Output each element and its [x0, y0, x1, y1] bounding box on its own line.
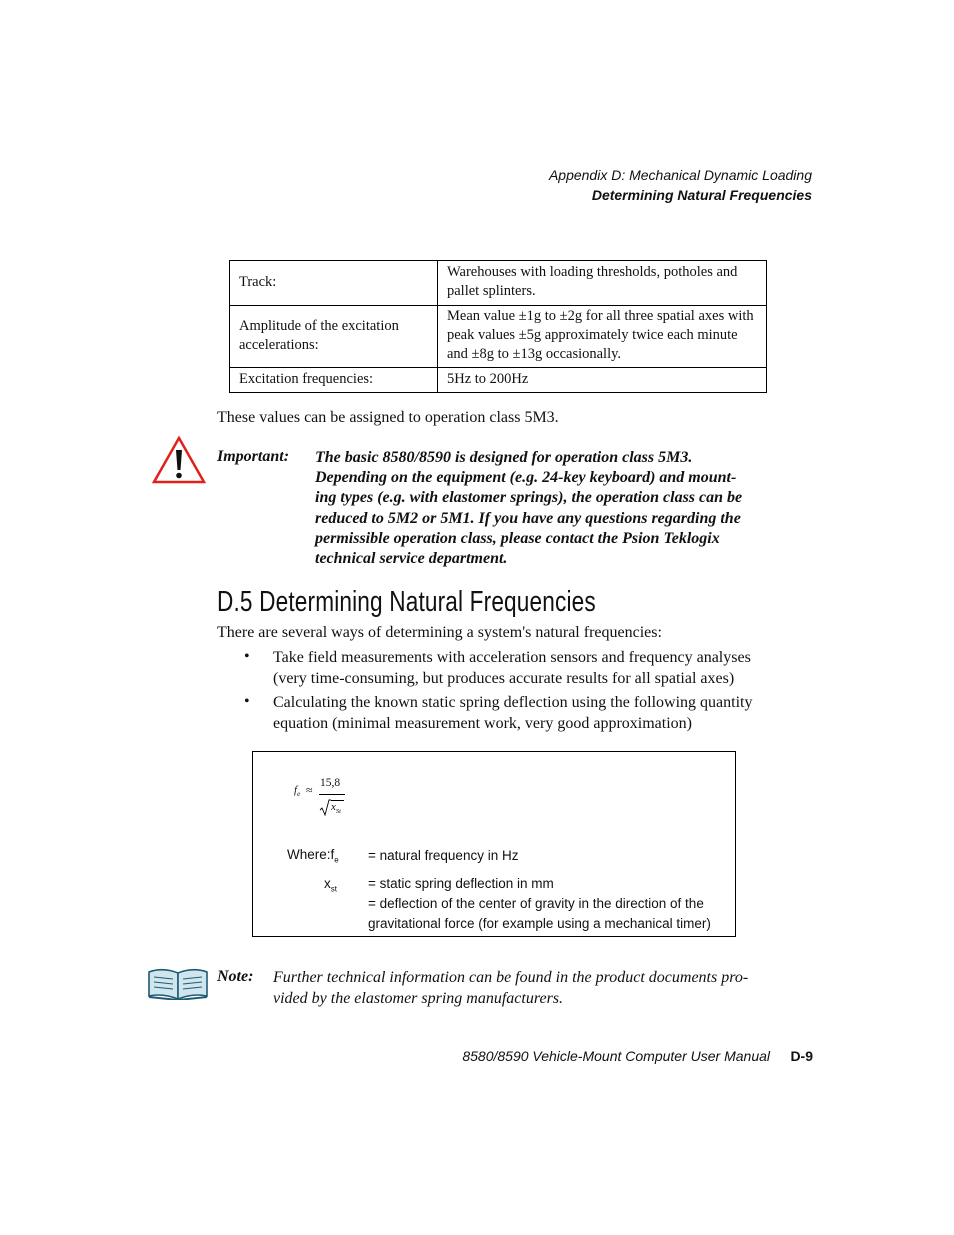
table-cell-value: Mean value ±1g to ±2g for all three spatial axes with peak values ±5g approximately twice each minute and ±8g to ±13g occasionally.: [438, 306, 767, 368]
formula-radicand-symbol: x: [331, 801, 336, 813]
where-label-subscript: e: [334, 855, 339, 865]
formula-approx: ≈: [306, 783, 313, 797]
xst-definition-2: = deflection of the center of gravity in the direction of the: [368, 896, 704, 911]
square-root-icon: [319, 799, 331, 816]
formula-radicand: [331, 801, 341, 815]
where-fe-label: [287, 847, 339, 865]
book-note-icon: [146, 966, 210, 1000]
bullet-symbol: •: [244, 693, 250, 710]
operation-class-sentence: These values can be assigned to operation class 5M3.: [217, 409, 559, 426]
formula-lhs: [294, 784, 300, 798]
note-label: Note:: [217, 968, 254, 985]
xst-label: [324, 876, 337, 894]
section-heading: D.5 Determining Natural Frequencies: [217, 586, 596, 618]
formula-numerator: 15,8: [320, 777, 341, 789]
important-line: reduced to 5M2 or 5M1. If you have any questions regarding the: [315, 509, 741, 527]
fe-definition: = natural frequency in Hz: [368, 848, 519, 863]
list-item-line: equation (minimal measurement work, very good approximation): [273, 714, 692, 732]
formula-box: [252, 751, 736, 937]
list-item: [273, 648, 788, 689]
note-line: vided by the elastomer spring manufacturers.: [273, 989, 564, 1007]
important-line: permissible operation class, please contact the Psion Teklogix: [315, 529, 720, 547]
list-item: [273, 693, 788, 734]
xst-definition-1: = static spring deflection in mm: [368, 876, 554, 891]
formula-lhs-symbol: f: [294, 784, 298, 796]
running-header-section: Determining Natural Frequencies: [591, 187, 812, 203]
table-cell-label: Excitation frequencies:: [230, 368, 438, 393]
note-text: [273, 968, 788, 1009]
table-row: [230, 306, 767, 368]
xst-label-subscript: st: [330, 884, 337, 894]
excitation-spec-table: [229, 260, 767, 393]
important-line: ing types (e.g. with elastomer springs), the operation class can be: [315, 489, 743, 507]
list-item-line: Calculating the known static spring deflection using the following quantity: [273, 694, 753, 711]
list-item-line: Take field measurements with acceleration sensors and frequency analyses: [273, 649, 751, 666]
footer-manual-title: 8580/8590 Vehicle-Mount Computer User Manual: [462, 1048, 770, 1064]
page-number: D-9: [790, 1048, 813, 1064]
important-line: technical service department.: [315, 550, 508, 568]
table-cell-label: Track:: [230, 261, 438, 306]
important-text: [315, 448, 785, 569]
section-intro: There are several ways of determining a system's natural frequencies:: [217, 624, 662, 641]
warning-icon: [152, 436, 206, 484]
important-label: Important:: [217, 448, 290, 465]
xst-definition-3: gravitational force (for example using a mechanical timer): [368, 916, 711, 931]
formula-lhs-subscript: e: [297, 790, 301, 799]
important-line: Depending on the equipment (e.g. 24-key keyboard) and mount-: [315, 469, 737, 487]
table-cell-label: Amplitude of the excitation accelerations:: [230, 306, 438, 368]
note-line: Further technical information can be found in the product documents pro-: [273, 969, 749, 986]
running-header-chapter: Appendix D: Mechanical Dynamic Loading: [548, 167, 812, 183]
table-row: [230, 261, 767, 306]
table-row: [230, 368, 767, 393]
where-label-text: Where:f: [287, 847, 335, 862]
fraction-bar: [319, 794, 345, 795]
formula-radicand-subscript: St: [335, 808, 341, 816]
xst-label-text: x: [324, 876, 331, 891]
bullet-symbol: •: [244, 648, 250, 665]
important-line: The basic 8580/8590 is designed for operation class 5M3.: [315, 449, 693, 466]
table-cell-value: 5Hz to 200Hz: [438, 368, 767, 393]
table-cell-value: Warehouses with loading thresholds, potholes and pallet splinters.: [438, 261, 767, 306]
list-item-line: (very time-consuming, but produces accurate results for all spatial axes): [273, 669, 735, 687]
